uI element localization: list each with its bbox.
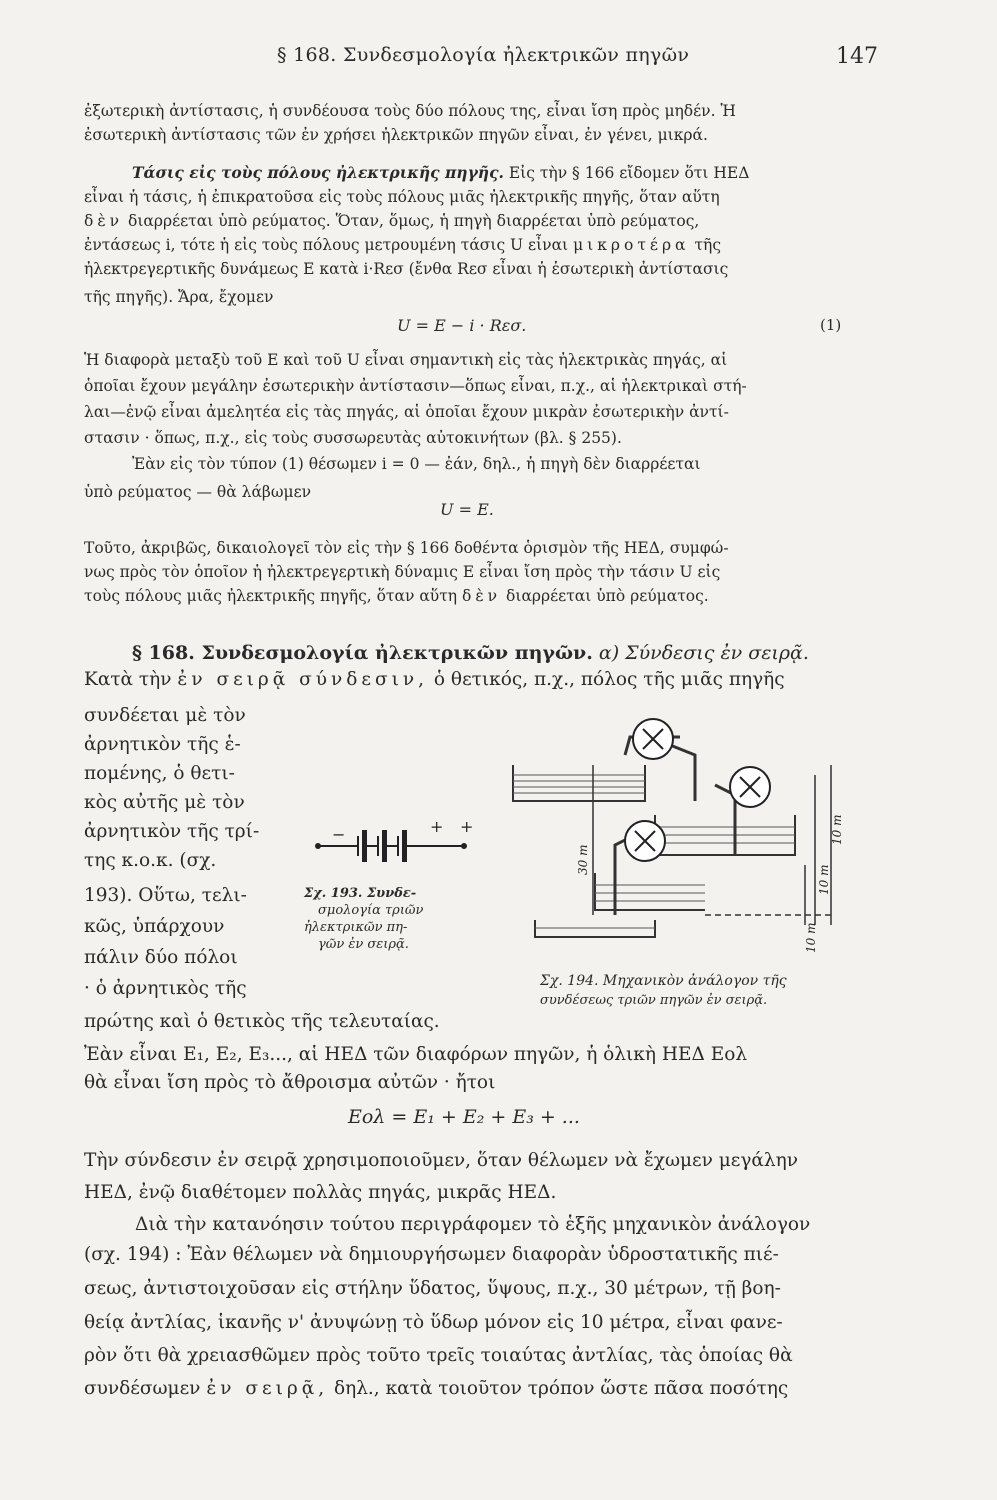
text-line: Τοῦτο, ἀκριβῶς, δικαιολογεῖ τὸν εἰς τὴν § 166 δοθέντα ὁρισμὸν τῆς ΗΕΔ, συμφώ- — [84, 539, 729, 557]
text-line: σεως, ἀντιστοιχοῦσαν εἰς στήλην ὕδατος, ὕψους, π.χ., 30 μέτρων, τῇ βοη- — [84, 1278, 781, 1299]
text-line: Τὴν σύνδεσιν ἐν σειρᾷ χρησιμοποιοῦμεν, ὅταν θέλωμεν νὰ ἔχωμεν μεγάλην — [84, 1150, 798, 1171]
equation-2: U = E. — [440, 500, 494, 519]
text-line: ἀρνητικὸν τῆς τρί- — [84, 821, 260, 842]
text-line: στασιν · ὅπως, π.χ., εἰς τοὺς συσσωρευτὰς αὐτοκινήτων (βλ. § 255). — [84, 429, 622, 447]
plus-label: + — [460, 817, 474, 836]
text-line: · ὁ ἀρνητικὸς τῆς — [84, 978, 247, 999]
text-line: κὸς αὐτῆς μὲ τὸν — [84, 792, 245, 813]
text-line: πομένης, ὁ θετι- — [84, 763, 235, 784]
text-line: πάλιν δύο πόλοι — [84, 947, 238, 968]
text-line: 193). Οὕτω, τελι- — [84, 885, 247, 906]
text-line: τοὺς πόλους μιᾶς ἠλεκτρικῆς πηγῆς, ὅταν αὕτη δὲν διαρρέεται ὑπὸ ρεύματος. — [84, 587, 709, 605]
text-line: ΗΕΔ, ἐνῷ διαθέτομεν πολλὰς πηγάς, μικρᾶς ΗΕΔ. — [84, 1182, 557, 1203]
plus-label: + — [430, 817, 444, 836]
text-line: ὑπὸ ρεύματος — θὰ λάβωμεν — [84, 483, 312, 501]
text-line: Ἡ διαφορὰ μεταξὺ τοῦ E καὶ τοῦ U εἶναι σημαντικὴ εἰς τὰς ἠλεκτρικὰς πηγάς, αἱ — [84, 351, 728, 369]
height-10m-label: 10 m — [830, 814, 844, 845]
section-heading: § 168. Συνδεσμολογία ἠλεκτρικῶν πηγῶν. α) Σύνδεσις ἐν σειρᾷ. — [132, 642, 809, 664]
page-number: 147 — [836, 44, 878, 69]
text-line: συνδέσωμεν ἐν σειρᾷ, δηλ., κατὰ τοιοῦτον τρόπον ὥστε πᾶσα ποσότης — [84, 1378, 789, 1399]
equation-1: U = E − i · Rεσ. — [397, 316, 527, 335]
text-line: ἀρνητικὸν τῆς ἑ- — [84, 734, 241, 755]
text-line: τῆς πηγῆς). Ἄρα, ἔχομεν — [84, 288, 274, 306]
figure-194-caption: Σχ. 194. Μηχανικὸν ἀνάλογον τῆς συνδέσεως τριῶν πηγῶν ἐν σειρᾷ. — [540, 973, 787, 1008]
text-line: θὰ εἶναι ἴση πρὸς τὸ ἄθροισμα αὐτῶν · ἤτοι — [84, 1072, 496, 1093]
text-line: δὲν διαρρέεται ὑπὸ ρεύματος. Ὅταν, ὅμως, ἡ πηγὴ διαρρέεται ὑπὸ ρεύματος, — [84, 212, 700, 230]
text-line: ἐξωτερικὴ ἀντίστασις, ἡ συνδέουσα τοὺς δύο πόλους της, εἶναι ἴση πρὸς μηδέν. Ἡ — [84, 102, 736, 120]
text-line: Κατὰ τὴν ἐν σειρᾷ σύνδεσιν, ὁ θετικός, π.χ., πόλος τῆς μιᾶς πηγῆς — [84, 669, 785, 690]
text-line: θείᾳ ἀντλίας, ἱκανῆς ν' ἀνυψώνῃ τὸ ὕδωρ μόνον εἰς 10 μέτρα, εἶναι φανε- — [84, 1312, 783, 1333]
text-line: Διὰ τὴν κατανόησιν τούτου περιγράφομεν τὸ ἑξῆς μηχανικὸν ἀνάλογον — [135, 1214, 811, 1235]
minus-label: − — [332, 825, 346, 844]
height-30m-label: 30 m — [576, 844, 590, 875]
figure-193-caption: Σχ. 193. Συνδε- σμολογία τριῶν ἠλεκτρικῶν πη- γῶν ἐν σειρᾷ. — [304, 886, 424, 952]
text-line: λαι—ἐνῷ εἶναι ἀμελητέα εἰς τὰς πηγάς, αἱ ὁποῖαι ἔχουν μικρὰν ἐσωτερικὴν ἀντί- — [84, 403, 729, 421]
running-title: § 168. Συνδεσμολογία ἠλεκτρικῶν πηγῶν — [277, 44, 690, 66]
text-line: Ἐὰν εἶναι E₁, E₂, E₃..., αἱ ΗΕΔ τῶν διαφόρων πηγῶν, ἡ ὁλικὴ ΗΕΔ Eολ — [84, 1044, 748, 1065]
equation-number: (1) — [820, 316, 842, 334]
run-in-heading: Τάσις εἰς τοὺς πόλους ἠλεκτρικῆς πηγῆς. — [132, 163, 504, 182]
text-line: ἐντάσεως i, τότε ἡ εἰς τοὺς πόλους μετρουμένη τάσις U εἶναι μικροτέρα τῆς — [84, 236, 722, 254]
text-line: (σχ. 194) : Ἐὰν θέλωμεν νὰ δημιουργήσωμεν διαφορὰν ὑδροστατικῆς πιέ- — [84, 1244, 779, 1265]
figure-193-battery-diagram — [312, 810, 482, 870]
text-line: ρὸν ὅτι θὰ χρειασθῶμεν πρὸς τοῦτο τρεῖς τοιαύτας ἀντλίας, τὰς ὁποίας θὰ — [84, 1345, 793, 1366]
text-line: Ἐὰν εἰς τὸν τύπον (1) θέσωμεν i = 0 — ἐάν, δηλ., ἡ πηγὴ δὲν διαρρέεται — [132, 455, 701, 473]
text-line: Τάσις εἰς τοὺς πόλους ἠλεκτρικῆς πηγῆς. Εἰς τὴν § 166 εἴδομεν ὅτι ΗΕΔ — [132, 163, 750, 182]
text-line: πρώτης καὶ ὁ θετικὸς τῆς τελευταίας. — [84, 1011, 440, 1032]
text-line: κῶς, ὑπάρχουν — [84, 916, 225, 937]
figure-194-pump-analogy-diagram — [495, 715, 855, 970]
height-10m-label: 10 m — [804, 922, 818, 953]
text-line: νως πρὸς τὸν ὁποῖον ἡ ἠλεκτρεγερτικὴ δύναμις E εἶναι ἴση πρὸς τὴν τάσιν U εἰς — [84, 563, 721, 581]
text-line: ὁποῖαι ἔχουν μεγάλην ἐσωτερικὴν ἀντίστασιν—ὅπως εἶναι, π.χ., αἱ ἠλεκτρικαὶ στή- — [84, 377, 747, 395]
text-line: της κ.ο.κ. (σχ. — [84, 850, 217, 871]
text-line: συνδέεται μὲ τὸν — [84, 705, 246, 726]
height-10m-label: 10 m — [817, 864, 831, 895]
text-line: ἐσωτερικὴ ἀντίστασις τῶν ἐν χρήσει ἠλεκτρικῶν πηγῶν εἶναι, ἐν γένει, μικρά. — [84, 126, 708, 144]
text-line: εἶναι ἡ τάσις, ἡ ἐπικρατοῦσα εἰς τοὺς πόλους μιᾶς ἠλεκτρικῆς πηγῆς, ὅταν αὕτη — [84, 188, 720, 206]
equation-3: Eολ = E₁ + E₂ + E₃ + ... — [348, 1106, 580, 1128]
text-line: ἠλεκτρεγερτικῆς δυνάμεως E κατὰ i·Rεσ (ἔνθα Rεσ εἶναι ἡ ἐσωτερικὴ ἀντίστασις — [84, 260, 729, 278]
